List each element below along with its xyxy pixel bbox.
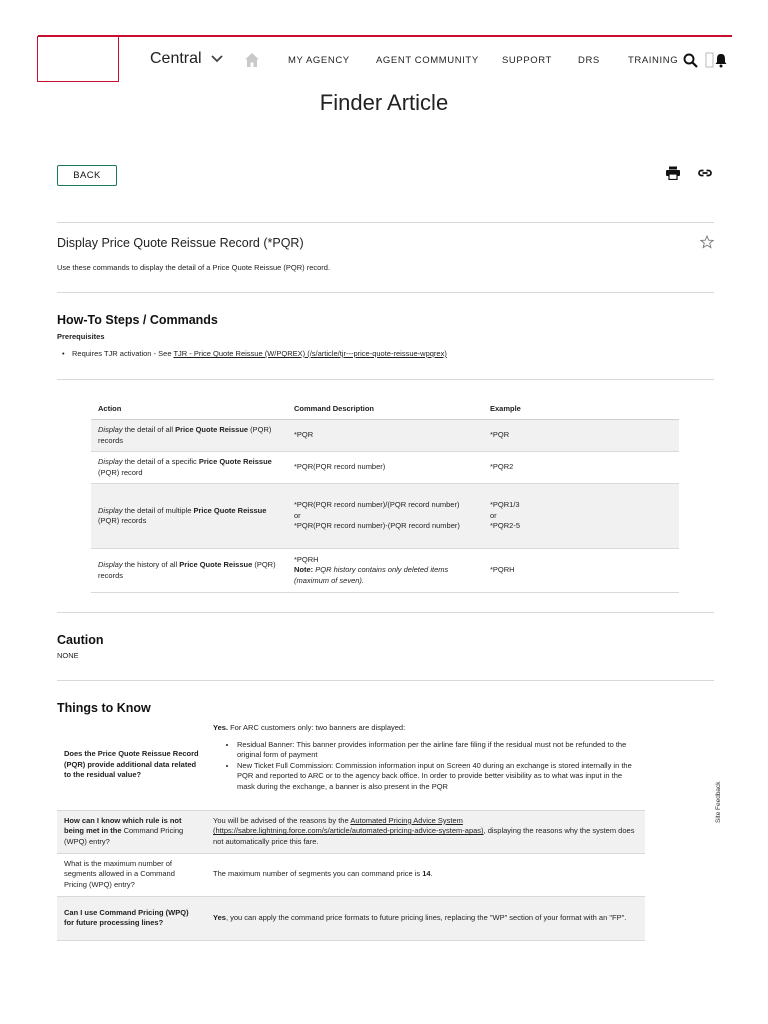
table-row xyxy=(57,853,645,896)
site-feedback-label: Site Feedback xyxy=(715,781,722,823)
star-icon[interactable] xyxy=(700,235,714,249)
example-cell: *PQRH xyxy=(483,549,679,593)
column-header-command: Command Description xyxy=(287,398,483,420)
things-to-know-table xyxy=(57,720,645,941)
site-feedback-tab[interactable] xyxy=(712,775,732,825)
caution-value: NONE xyxy=(57,651,79,660)
link-icon[interactable] xyxy=(697,166,713,180)
question-cell xyxy=(57,720,206,810)
answer-text: The maximum number of segments you can command price is xyxy=(213,869,423,879)
action-bold: Price Quote Reissue xyxy=(179,560,253,569)
table-row xyxy=(91,420,679,452)
prerequisite-text: Requires TJR activation - See xyxy=(72,349,174,358)
action-verb: Display xyxy=(98,560,123,569)
answer-bold: 14 xyxy=(422,869,431,879)
answer-bullets xyxy=(213,740,638,793)
action-verb: Display xyxy=(98,425,123,434)
answer-text: , you can apply the command price formats to future pricing lines, replacing the "WP" section of your format with an "FP". xyxy=(225,912,627,922)
home-icon[interactable] xyxy=(244,52,260,68)
commands-table xyxy=(91,398,679,593)
command-note xyxy=(294,565,476,586)
action-text: (PQR) records xyxy=(98,516,147,525)
nav-training[interactable]: TRAINING xyxy=(628,55,679,66)
example-line: *PQR1/3 xyxy=(490,500,520,510)
answer-cell xyxy=(206,896,645,940)
answer-cell xyxy=(206,853,645,896)
table-row xyxy=(57,896,645,940)
header-accent-line xyxy=(38,35,732,37)
nav-drs[interactable]: DRS xyxy=(578,55,600,66)
answer-text: , displaying the reasons why the system does not automatically price this fare. xyxy=(213,826,635,846)
divider xyxy=(57,612,714,613)
example-cell xyxy=(483,484,679,549)
table-header-row xyxy=(91,398,679,420)
answer-text: You will be advised of the reasons by the xyxy=(213,815,351,825)
divider xyxy=(57,680,714,681)
action-bold: Price Quote Reissue xyxy=(193,505,267,515)
action-text: (PQR) records xyxy=(98,560,276,580)
answer-cell xyxy=(206,720,645,810)
answer-intro xyxy=(213,723,638,734)
search-icon[interactable] xyxy=(683,53,698,68)
divider xyxy=(57,292,714,293)
command-cell xyxy=(287,484,483,549)
action-text: the history of all xyxy=(122,560,180,569)
logo[interactable] xyxy=(37,36,119,82)
question-bold: Can I use Command Pricing (WPQ) for future processing lines? xyxy=(64,907,189,927)
table-row xyxy=(91,549,679,593)
action-verb: Display xyxy=(98,457,123,466)
things-to-know-heading: Things to Know xyxy=(57,701,151,715)
brand-switcher[interactable] xyxy=(150,50,224,68)
example-line: or xyxy=(490,510,497,520)
action-text: the detail of all xyxy=(122,425,176,434)
prerequisite-item xyxy=(72,349,447,358)
note-label: Note: xyxy=(294,565,314,575)
answer-text: For ARC customers only: two banners are displayed: xyxy=(228,723,406,732)
action-text: the detail of multiple xyxy=(122,505,194,515)
command-line: *PQR(PQR record number)/(PQR record number) xyxy=(294,500,460,510)
answer-text: . xyxy=(430,869,433,879)
action-text: the detail of a specific xyxy=(122,457,199,466)
apas-article-link[interactable]: Automated Pricing Advice System (https://sabre.lightning.force.com/s/article/automated-pricing-advice-system-apas) xyxy=(213,815,484,836)
divider xyxy=(57,379,714,380)
column-header-action: Action xyxy=(91,398,287,420)
action-cell xyxy=(91,420,287,452)
command-line: or xyxy=(294,510,301,520)
question-bold: How can I know which rule is not being met in the xyxy=(64,815,182,836)
answer-bold: Yes xyxy=(213,912,226,922)
chevron-down-icon xyxy=(210,54,224,64)
article-description: Use these commands to display the detail of a Price Quote Reissue (PQR) record. xyxy=(57,263,331,272)
list-item: • Residual Banner: This banner provides information per the airline fare filing if the residual must not be refunded to the original form of payment xyxy=(237,740,638,761)
action-text: (PQR) records xyxy=(98,425,272,445)
table-row xyxy=(91,484,679,549)
question-text: Command Pricing (WPQ) entry? xyxy=(64,826,184,846)
page-title: Finder Article xyxy=(319,90,449,115)
back-button[interactable]: BACK xyxy=(57,165,117,186)
answer-cell xyxy=(206,810,645,853)
command-cell: *PQR(PQR record number) xyxy=(287,452,483,484)
action-verb: Display xyxy=(98,505,123,515)
column-header-example: Example xyxy=(483,398,679,420)
prerequisites-label: Prerequisites xyxy=(57,332,105,341)
table-row xyxy=(91,452,679,484)
example-cell: *PQR2 xyxy=(483,452,679,484)
brand-label: Central xyxy=(150,50,202,67)
command-line: *PQRH xyxy=(294,554,319,564)
howto-heading: How-To Steps / Commands xyxy=(57,313,218,327)
question-cell xyxy=(57,810,206,853)
action-cell xyxy=(91,452,287,484)
command-cell: *PQR xyxy=(287,420,483,452)
command-line: *PQR(PQR record number)-(PQR record number) xyxy=(294,521,460,531)
action-bold: Price Quote Reissue xyxy=(198,457,272,466)
question-cell: What is the maximum number of segments allowed in a Command Pricing (WPQ) entry? xyxy=(57,853,206,896)
print-icon[interactable] xyxy=(665,166,681,180)
table-row xyxy=(57,720,645,810)
table-row xyxy=(57,810,645,853)
divider xyxy=(57,222,714,223)
bell-icon[interactable] xyxy=(705,51,729,69)
nav-agent-community[interactable]: AGENT COMMUNITY xyxy=(376,55,479,66)
example-cell: *PQR xyxy=(483,420,679,452)
caution-heading: Caution xyxy=(57,633,104,647)
answer-bold: Yes. xyxy=(213,723,229,732)
action-bold: Price Quote Reissue xyxy=(175,425,249,434)
example-line: *PQR2-5 xyxy=(490,521,521,531)
article-title: Display Price Quote Reissue Record (*PQR) xyxy=(57,236,304,250)
action-cell xyxy=(91,484,287,549)
tjr-article-link[interactable]: TJR - Price Quote Reissue (W/PQREX) (/s/article/tjr---price-quote-reissue-wpqrex) xyxy=(173,349,447,358)
action-cell xyxy=(91,549,287,593)
nav-my-agency[interactable]: MY AGENCY xyxy=(288,55,350,66)
question-text: Does the Price Quote Reissue Record (PQR) provide additional data related to the residual value? xyxy=(64,749,199,779)
question-cell xyxy=(57,896,206,940)
action-text: (PQR) record xyxy=(98,467,143,477)
command-cell xyxy=(287,549,483,593)
list-item: • New Ticket Full Commission: Commission information input on Screen 40 during an exchange is stored internally in the PQR and reported to ARC or to the agency back office. In order to provide better visibility as to what was input in the mask during the exchange, a banner is also present in the PQR xyxy=(237,761,638,793)
nav-support[interactable]: SUPPORT xyxy=(502,55,552,66)
note-text: PQR history contains only deleted items (maximum of seven). xyxy=(294,565,449,585)
